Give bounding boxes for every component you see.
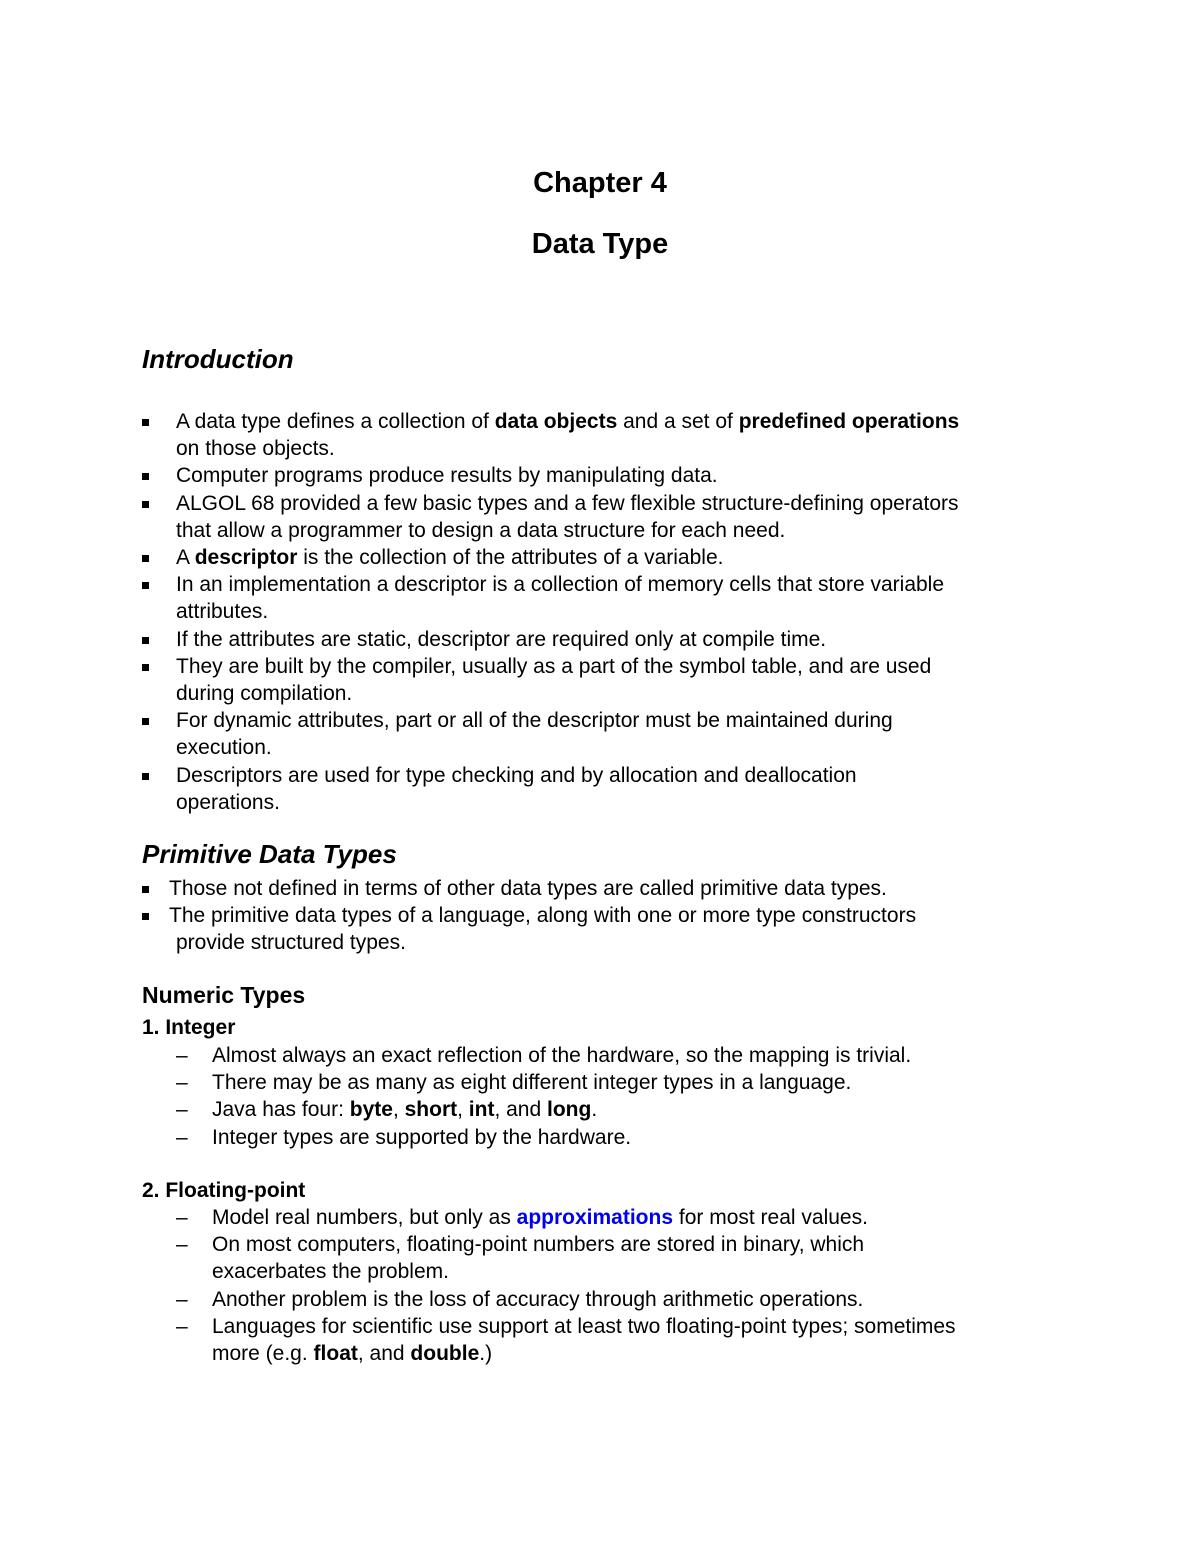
dash-bullet: –	[176, 1233, 188, 1257]
integer-heading: 1. Integer	[142, 1016, 236, 1039]
square-bullet-icon	[142, 501, 149, 508]
list-item: For dynamic attributes, part or all of the descriptor must be maintained during execution.	[142, 707, 1142, 761]
list-item: A data type defines a collection of data objects and a set of predefined operations on those objects.	[142, 408, 1142, 462]
chapter-subtitle: Data Type	[531, 228, 669, 260]
introduction-heading: Introduction	[142, 344, 294, 374]
dash-bullet: –	[176, 1044, 188, 1067]
list-item: A descriptor is the collection of the attributes of a variable.	[142, 544, 1142, 571]
square-bullet-icon	[142, 913, 149, 920]
list-item: ALGOL 68 provided a few basic types and a few flexible structure-defining operators that allow a programmer to design a data structure for each need.	[142, 490, 1142, 544]
list-item: Those not defined in terms of other data types are called primitive data types.	[142, 875, 1142, 902]
square-bullet-icon	[142, 555, 149, 562]
list-item: – Model real numbers, but only as approximations for most real values.	[176, 1204, 1136, 1231]
list-item: – On most computers, floating-point numbers are stored in binary, which exacerbates the problem.	[176, 1233, 865, 1284]
square-bullet-icon	[142, 664, 149, 671]
list-item: If the attributes are static, descriptor are required only at compile time.	[142, 626, 1142, 653]
numeric-heading: Numeric Types	[142, 982, 306, 1008]
dash-bullet: –	[176, 1287, 188, 1311]
list-item: – Almost always an exact reflection of the hardware, so the mapping is trivial.	[176, 1042, 1136, 1069]
square-bullet-icon	[142, 773, 149, 780]
chapter-title: Chapter 4	[533, 167, 667, 199]
square-bullet-icon	[142, 473, 149, 480]
square-bullet-icon	[142, 637, 149, 644]
dash-bullet: –	[176, 1071, 188, 1095]
list-item: – Another problem is the loss of accuracy through arithmetic operations.	[176, 1286, 1136, 1313]
introduction-list	[142, 408, 1142, 816]
square-bullet-icon	[142, 886, 149, 893]
square-bullet-icon	[142, 718, 149, 725]
list-item: – Integer types are supported by the hardware.	[176, 1124, 1136, 1151]
dash-bullet: –	[176, 1314, 188, 1338]
primitive-heading: Primitive Data Types	[142, 839, 397, 869]
list-item: – Java has four: byte, short, int, and long.	[176, 1096, 1136, 1123]
list-item: Descriptors are used for type checking and by allocation and deallocation operations.	[142, 762, 1142, 816]
floating-point-list	[176, 1204, 1136, 1367]
dash-bullet: –	[176, 1206, 188, 1229]
list-item: The primitive data types of a language, along with one or more type constructors provide structured types.	[142, 902, 1142, 956]
list-item: They are built by the compiler, usually as a part of the symbol table, and are used during compilation.	[142, 653, 1142, 707]
list-item: In an implementation a descriptor is a collection of memory cells that store variable attributes.	[142, 571, 1142, 625]
integer-list	[176, 1042, 1136, 1151]
square-bullet-icon	[142, 582, 149, 589]
list-item: Computer programs produce results by manipulating data.	[142, 462, 1142, 489]
floating-point-heading: 2. Floating-point	[142, 1179, 306, 1202]
dash-bullet: –	[176, 1125, 188, 1149]
list-item: – Languages for scientific use support at least two floating-point types; sometimes more (e.g. float, and double.)	[176, 1314, 956, 1366]
square-bullet-icon	[142, 419, 149, 426]
approximations-link[interactable]: approximations	[516, 1206, 674, 1229]
primitive-list	[142, 875, 1142, 957]
list-item: – There may be as many as eight different integer types in a language.	[176, 1069, 1136, 1096]
dash-bullet: –	[176, 1098, 188, 1122]
